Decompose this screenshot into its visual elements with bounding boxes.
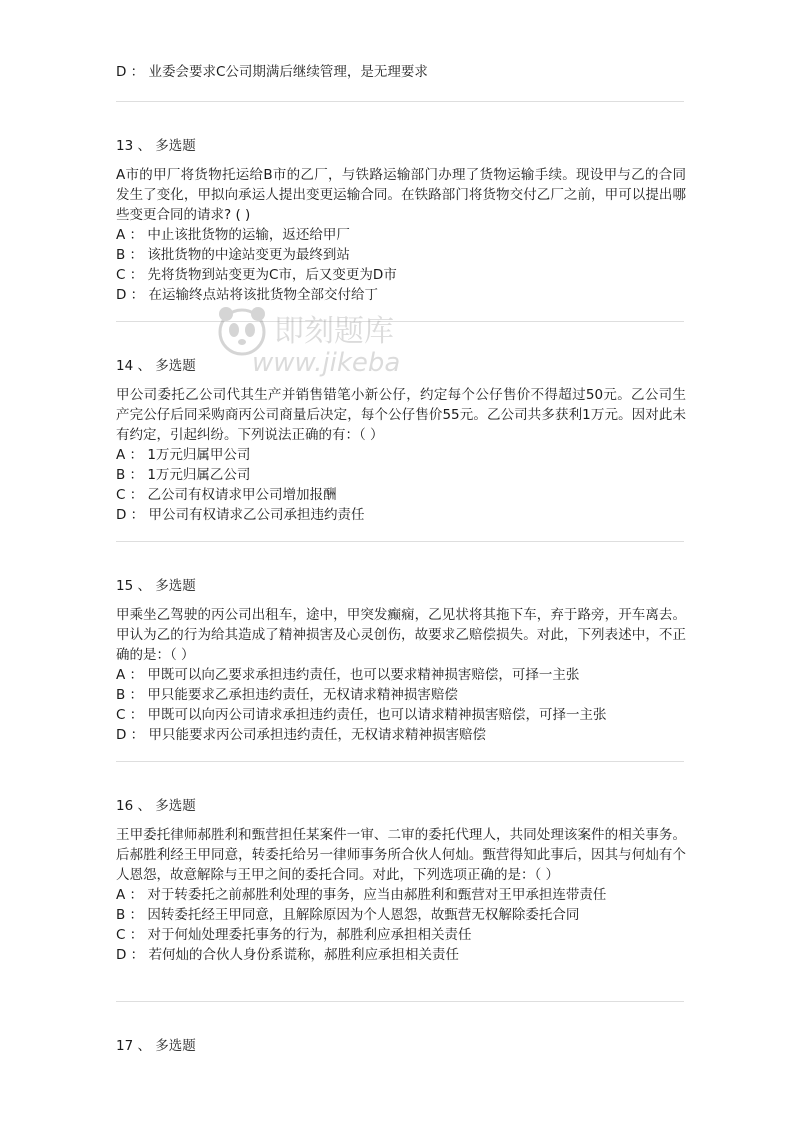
- question-header: 14 、 多选题: [116, 358, 196, 374]
- option-c[interactable]: C ： 先将货物到站变更为C市，后又变更为D市: [116, 267, 397, 283]
- option-c[interactable]: C ： 对于何灿处理委托事务的行为，郝胜利应承担相关责任: [116, 927, 472, 943]
- option-a[interactable]: A ： 对于转委托之前郝胜利处理的事务，应当由郝胜利和甄营对王甲承担连带责任: [116, 887, 607, 903]
- question-header: 16 、 多选题: [116, 798, 196, 814]
- option-a[interactable]: A ： 中止该批货物的运输，返还给甲厂: [116, 227, 350, 243]
- option-d[interactable]: D ： 若何灿的合伙人身份系谎称，郝胜利应承担相关责任: [116, 947, 459, 963]
- option-a[interactable]: A ： 甲既可以向乙要求承担违约责任，也可以要求精神损害赔偿，可择一主张: [116, 667, 580, 683]
- question-stem: 甲公司委托乙公司代其生产并销售错笔小新公仔，约定每个公仔售价不得超过50元。乙公司生产完公仔后同采购商丙公司商量后决定，每个公仔售价55元。乙公司共多获利1万元。因对此未有约定，引起纠纷。下列说法正确的有：（ ）: [116, 387, 686, 443]
- question-14: [116, 356, 686, 525]
- question-stem: 甲乘坐乙驾驶的丙公司出租车，途中，甲突发癫痫，乙见状将其拖下车，弃于路旁，开车离去。甲认为乙的行为给其造成了精神损害及心灵创伤，故要求乙赔偿损失。对此，下列表述中，不正确的是：（ ）: [116, 607, 686, 663]
- question-header: 13 、 多选题: [116, 138, 196, 154]
- option-b[interactable]: B ： 1万元归属乙公司: [116, 467, 251, 483]
- question-13: [116, 136, 686, 305]
- option-a[interactable]: A ： 1万元归属甲公司: [116, 447, 251, 463]
- question-stem: 王甲委托律师郝胜利和甄营担任某案件一审、二审的委托代理人，共同处理该案件的相关事务。后郝胜利经王甲同意，转委托给另一律师事务所合伙人何灿。甄营得知此事后，因其与何灿有个人恩怨，故意解除与王甲之间的委托合同。对此，下列选项正确的是：（ ）: [116, 827, 686, 883]
- option-c[interactable]: C ： 乙公司有权请求甲公司增加报酬: [116, 487, 337, 503]
- option-d[interactable]: D ： 甲只能要求丙公司承担违约责任，无权请求精神损害赔偿: [116, 727, 486, 743]
- divider: [116, 1001, 684, 1002]
- question-stem: A市的甲厂将货物托运给B市的乙厂，与铁路运输部门办理了货物运输手续。现设甲与乙的合同发生了变化，甲拟向承运人提出变更运输合同。在铁路部门将货物交付乙厂之前，甲可以提出哪些变更合同的请求? ( ): [116, 167, 686, 223]
- watermark-url: www.jikeba: [252, 348, 401, 378]
- option-b[interactable]: B ： 甲只能要求乙承担违约责任，无权请求精神损害赔偿: [116, 687, 458, 703]
- option-d[interactable]: D ： 在运输终点站将该批货物全部交付给丁: [116, 287, 378, 303]
- prev-question-option-d: [116, 62, 686, 82]
- question-header: 17 、 多选题: [116, 1038, 196, 1054]
- divider: [116, 541, 684, 542]
- divider: [116, 101, 684, 102]
- question-header: 15 、 多选题: [116, 578, 196, 594]
- question-15: [116, 576, 686, 745]
- option-c[interactable]: C ： 甲既可以向丙公司请求承担违约责任，也可以请求精神损害赔偿，可择一主张: [116, 707, 607, 723]
- divider: [116, 761, 684, 762]
- question-17: [116, 1036, 686, 1056]
- option-d[interactable]: D ： 甲公司有权请求乙公司承担违约责任: [116, 507, 365, 523]
- option-b[interactable]: B ： 因转委托经王甲同意，且解除原因为个人恩怨，故甄营无权解除委托合同: [116, 907, 580, 923]
- option-b[interactable]: B ： 该批货物的中途站变更为最终到站: [116, 247, 350, 263]
- watermark-brand: 即刻题库: [274, 314, 394, 349]
- divider: [116, 321, 684, 322]
- question-16: [116, 796, 686, 965]
- option-text: D ： 业委会要求C公司期满后继续管理，是无理要求: [116, 64, 428, 80]
- panda-logo-icon: [212, 300, 272, 360]
